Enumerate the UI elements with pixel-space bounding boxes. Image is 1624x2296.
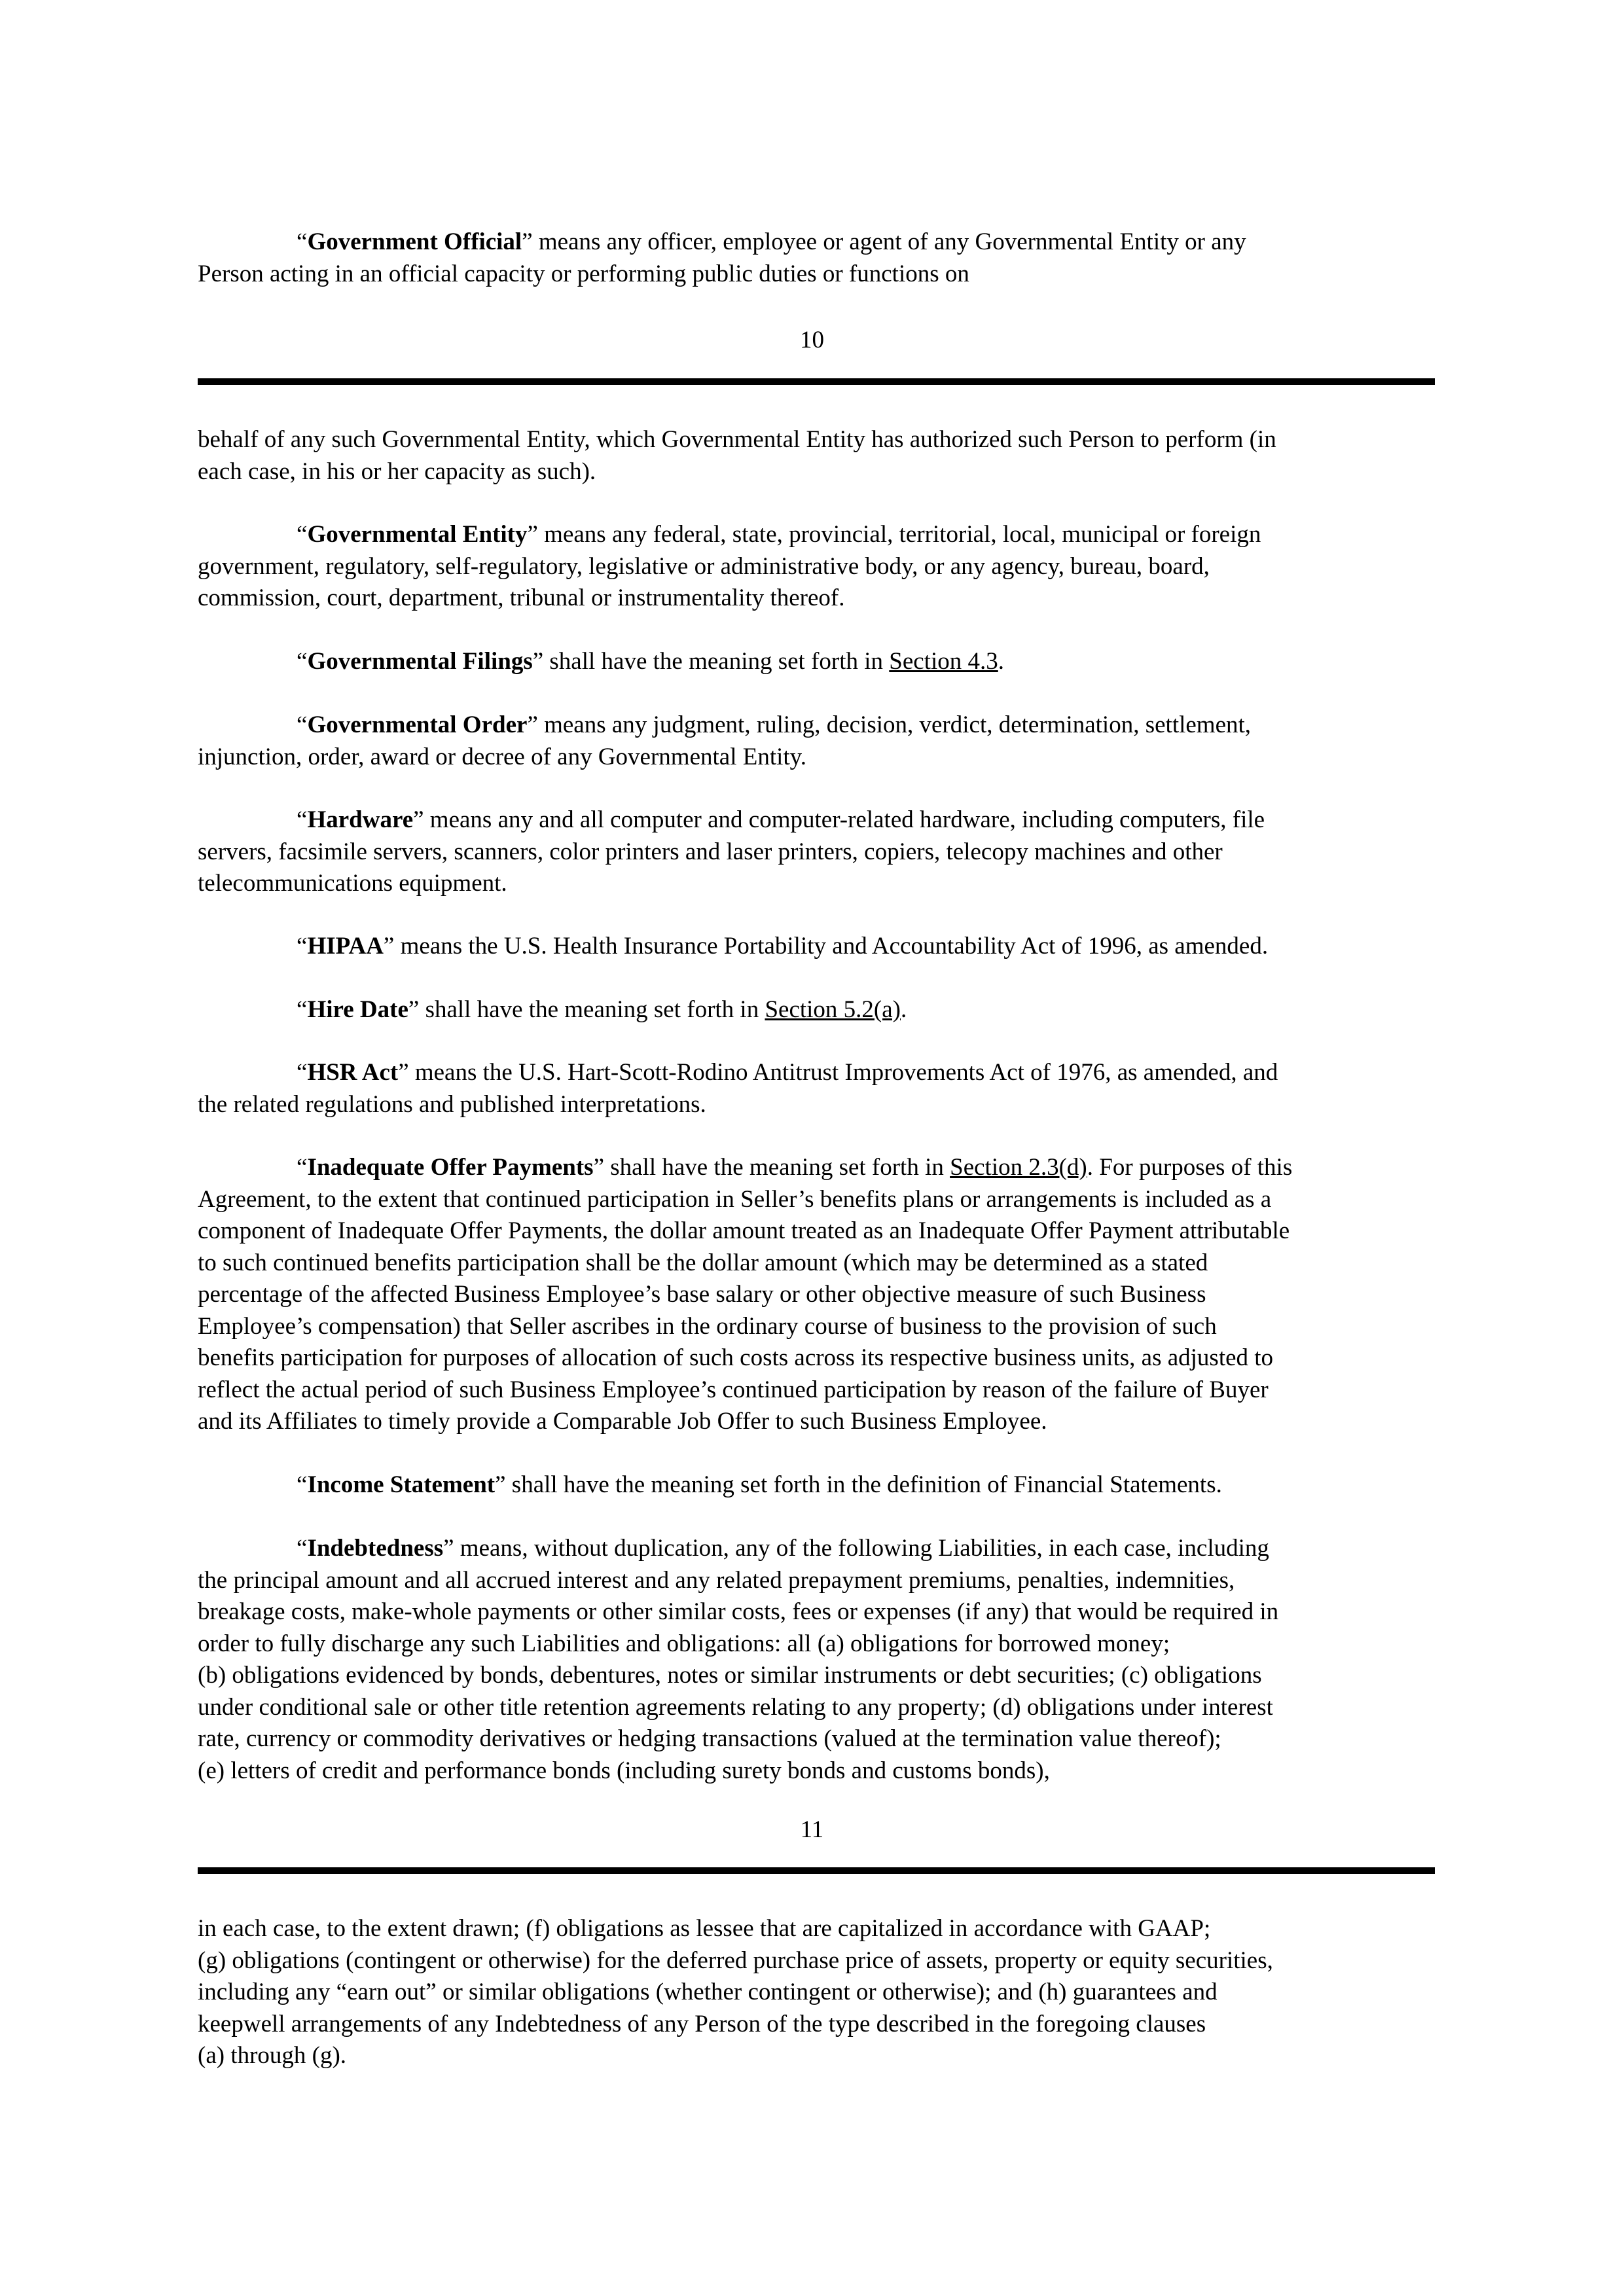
defined-term: Hardware xyxy=(307,806,414,833)
section-reference-link[interactable]: Section 2.3(d) xyxy=(950,1154,1087,1181)
definition-hipaa: “HIPAA” means the U.S. Health Insurance Portability and Accountability Act of 1996, as amended. xyxy=(297,933,1269,960)
definition-inadequate-offer-payments: “Inadequate Offer Payments” shall have the meaning set forth in Section 2.3(d). For purposes of this Agreement, to the extent that continued participation in Seller’s benefits plans or arrangements is included as a component of Inadequate Offer Payments, the dollar amount treated as an Inadequate Offer Payment attributable to such continued benefits participation shall be the dollar amount (which may be determined as a stated percentage of the affected Business Employee’s base salary or other objective measure of such Business Employee’s compensation) that Seller ascribes in the ordinary course of business to the provision of such benefits participation for purposes of allocation of such costs across its respective business units, as adjusted to reflect the actual period of such Business Employee’s continued participation by reason of the failure of Buyer and its Affiliates to timely provide a Comparable Job Offer to such Business Employee. xyxy=(198,1154,1293,1435)
definition-governmental-entity: “Governmental Entity” means any federal, state, provincial, territorial, local, municipal or foreign government, regulatory, self-regulatory, legislative or administrative body, or any agency, bureau, board, commission, court, department, tribunal or instrumentality thereof. xyxy=(198,521,1261,611)
definition-hardware: “Hardware” means any and all computer and computer-related hardware, including computers, file servers, facsimile servers, scanners, color printers and laser printers, copiers, telecopy machines and other telecommunications equipment. xyxy=(198,806,1265,897)
continued-paragraph: behalf of any such Governmental Entity, which Governmental Entity has authorized such Person to perform (in each case, in his or her capacity as such). xyxy=(198,426,1276,485)
page-divider xyxy=(198,1867,1435,1874)
definition-governmental-order: “Governmental Order” means any judgment, ruling, decision, verdict, determination, settlement, injunction, order, award or decree of any Governmental Entity. xyxy=(198,711,1252,770)
defined-term: Income Statement xyxy=(307,1471,496,1498)
continued-paragraph: in each case, to the extent drawn; (f) obligations as lessee that are capitalized in accordance with GAAP; (g) obligations (contingent or otherwise) for the deferred purchase price of assets, property or equity securities, including any “earn out” or similar obligations (whether contingent or otherwise); and (h) guarantees and keepwell arrangements of any Indebtedness of any Person of the type described in the foregoing clauses (a) through (g). xyxy=(198,1915,1273,2069)
page-number: 11 xyxy=(800,1816,824,1843)
definition-income-statement: “Income Statement” shall have the meaning set forth in the definition of Financial Statements. xyxy=(297,1471,1222,1498)
defined-term: Governmental Order xyxy=(307,711,528,738)
definition-hire-date: “Hire Date” shall have the meaning set forth in Section 5.2(a). xyxy=(297,996,907,1023)
definition-governmental-filings: “Governmental Filings” shall have the meaning set forth in Section 4.3. xyxy=(297,648,1005,675)
defined-term: Inadequate Offer Payments xyxy=(307,1154,594,1181)
definition-indebtedness: “Indebtedness” means, without duplication, any of the following Liabilities, in each case, including the principal amount and all accrued interest and any related prepayment premiums, penalties, indemnities, breakage costs, make-whole payments or other similar costs, fees or expenses (if any) that would be required in order to fully discharge any such Liabilities and obligations: all (a) obligations for borrowed money; (b) obligations evidenced by bonds, debentures, notes or similar instruments or debt securities; (c) obligations under conditional sale or other title retention agreements relating to any property; (d) obligations under interest rate, currency or commodity derivatives or hedging transactions (valued at the termination value thereof); (e) letters of credit and performance bonds (including surety bonds and customs bonds), xyxy=(198,1535,1279,1784)
definition-hsr-act: “HSR Act” means the U.S. Hart-Scott-Rodino Antitrust Improvements Act of 1976, as amended, and the related regulations and published interpretations. xyxy=(198,1059,1278,1118)
defined-term: Indebtedness xyxy=(307,1535,444,1562)
defined-term: Governmental Entity xyxy=(307,521,528,548)
defined-term: Governmental Filings xyxy=(307,648,533,675)
definition-government-official: “Government Official” means any officer, employee or agent of any Governmental Entity or any Person acting in an official capacity or performing public duties or functions on xyxy=(198,228,1246,287)
defined-term: HSR Act xyxy=(307,1059,399,1086)
defined-term: HIPAA xyxy=(307,933,384,960)
page-divider xyxy=(198,378,1435,385)
section-reference-link[interactable]: Section 5.2(a) xyxy=(765,996,901,1023)
defined-term: Government Official xyxy=(307,228,522,255)
page-number: 10 xyxy=(800,327,824,353)
section-reference-link[interactable]: Section 4.3 xyxy=(889,648,998,675)
defined-term: Hire Date xyxy=(307,996,408,1023)
